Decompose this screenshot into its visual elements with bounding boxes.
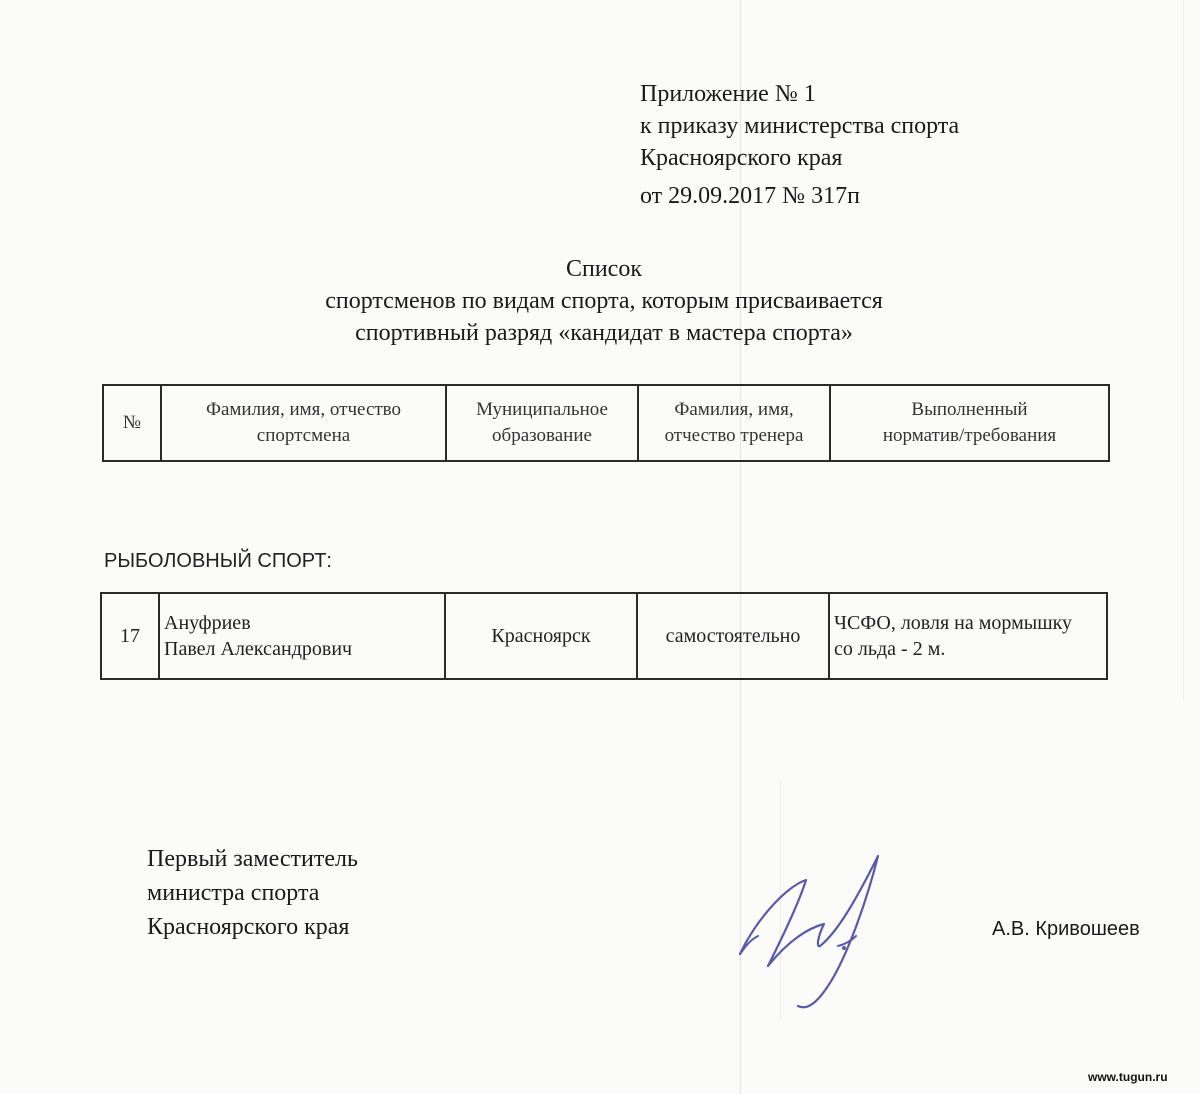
- cell-num: 17: [101, 593, 159, 679]
- title-line: Список: [565, 256, 642, 282]
- signer-position-line: Красноярского края: [147, 914, 350, 940]
- signer-position-line: Первый заместитель: [147, 846, 358, 872]
- header-cell-municipality: Муниципальное образование: [446, 385, 638, 461]
- header-cell-athlete: Фамилия, имя, отчество спортсмена: [161, 385, 446, 461]
- scan-artifact: [1183, 0, 1184, 700]
- cell-coach: самостоятельно: [637, 593, 829, 679]
- header-table: [102, 384, 1110, 462]
- cell-municipality: Красноярск: [445, 593, 637, 679]
- cell-athlete: Ануфриев Павел Александрович: [159, 593, 445, 679]
- annex-line: Красноярского края: [640, 145, 843, 171]
- annex-block: [640, 78, 959, 212]
- table-row: [101, 593, 1107, 679]
- header-row: [103, 385, 1109, 461]
- title-line: спортивный разряд «кандидат в мастера спорта»: [355, 320, 853, 346]
- title-line: спортсменов по видам спорта, которым присваивается: [325, 288, 883, 314]
- annex-line: к приказу министерства спорта: [640, 113, 960, 139]
- watermark: www.tugun.ru: [1088, 1070, 1168, 1084]
- signer-name: А.В. Кривошеев: [992, 918, 1140, 940]
- document-title: [0, 253, 1200, 349]
- annex-order-number: от 29.09.2017 № 317п: [640, 183, 860, 209]
- signer-block: [147, 842, 358, 944]
- signer-position-line: министра спорта: [147, 880, 320, 906]
- handwritten-signature: [728, 836, 918, 1026]
- header-cell-num: №: [103, 385, 161, 461]
- header-cell-coach: Фамилия, имя, отчество тренера: [638, 385, 830, 461]
- annex-line: Приложение № 1: [640, 81, 816, 107]
- cell-norm: ЧСФО, ловля на мормышку со льда - 2 м.: [829, 593, 1107, 679]
- header-cell-norm: Выполненный норматив/требования: [830, 385, 1109, 461]
- athletes-table: [100, 592, 1108, 680]
- sport-section-label: РЫБОЛОВНЫЙ СПОРТ:: [104, 550, 332, 572]
